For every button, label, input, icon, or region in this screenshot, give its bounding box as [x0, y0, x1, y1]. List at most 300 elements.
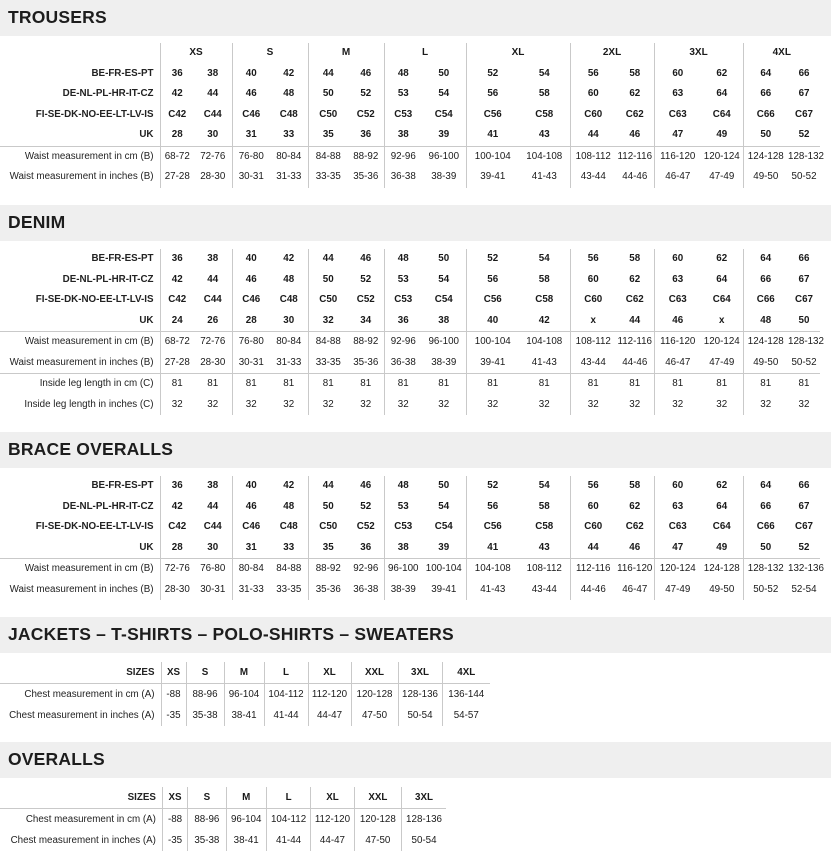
table-cell: 46-47	[654, 353, 701, 374]
table-cell: 49-50	[709, 583, 735, 595]
table-cell: 47	[654, 125, 701, 146]
size-header-cell: 4XL	[442, 662, 490, 684]
table-cell: 54	[538, 480, 550, 492]
table-cell: 39	[438, 129, 450, 141]
table-cell: 38	[438, 314, 450, 326]
table-cell: 56	[570, 476, 616, 497]
table-cell: C42	[160, 517, 194, 538]
table-cell: 50-54	[402, 830, 446, 851]
table-cell: 44-46	[622, 171, 648, 183]
table-cell: C44	[203, 294, 222, 306]
table-cell: 41	[466, 125, 519, 146]
table-cell: 52	[466, 64, 519, 85]
table-cell: 35	[308, 125, 348, 146]
row-label: Chest measurement in cm (A)	[0, 809, 162, 831]
table-cell: 124-128	[743, 146, 788, 167]
table-cell: 44	[308, 249, 348, 270]
row-label: FI-SE-DK-NO-EE-LT-LV-IS	[35, 294, 154, 306]
table-cell: 81	[701, 374, 743, 395]
table-row	[0, 705, 490, 726]
row-label: Chest measurement in cm (A)	[0, 684, 161, 706]
table-cell: 81	[616, 374, 654, 395]
table-cell: 64	[743, 249, 788, 270]
table-cell: 44	[308, 476, 348, 497]
table-cell: 42	[160, 270, 194, 291]
table-cell: -88	[161, 684, 186, 706]
table-cell: 58	[538, 500, 550, 512]
table-cell: 31-33	[276, 171, 302, 183]
table-cell: 56	[570, 249, 616, 270]
table-cell: 50	[798, 314, 810, 326]
table-cell: 120-128	[351, 684, 398, 706]
table-cell: 44	[570, 538, 616, 559]
table-cell: 27-28	[160, 167, 194, 188]
size-header-cell: M	[226, 787, 266, 809]
table-cell: 34	[360, 314, 372, 326]
section-header-denim	[0, 205, 831, 241]
table-row	[0, 84, 820, 105]
table-cell: 81	[348, 374, 384, 395]
table-cell: 60	[654, 64, 701, 85]
table-cell: 52	[360, 273, 372, 285]
table-cell: 46	[360, 253, 372, 265]
table-cell: 53	[384, 497, 422, 518]
table-cell: 81	[270, 374, 308, 395]
table-cell: 46	[360, 480, 372, 492]
table-cell: 32	[384, 395, 422, 416]
table-cell: 28-30	[200, 356, 226, 368]
table-cell: 52	[466, 249, 519, 270]
table-cell: 81	[466, 374, 519, 395]
table-cell: 30-31	[232, 167, 270, 188]
row-label: Inside leg length in inches (C)	[24, 398, 154, 410]
table-cell: 50-52	[791, 171, 817, 183]
table-cell: 100-104	[466, 332, 519, 353]
table-cell: 62	[629, 273, 641, 285]
table-cell: 40	[232, 249, 270, 270]
table-cell: 49-50	[743, 167, 788, 188]
table-cell: 35-36	[308, 580, 348, 601]
table-cell: 32	[466, 395, 519, 416]
table-cell: 42	[283, 480, 295, 492]
table-cell: C54	[434, 294, 453, 306]
table-cell: 32	[538, 398, 550, 410]
table-cell: 81	[384, 374, 422, 395]
table-cell: 43	[538, 129, 550, 141]
table-cell: 60	[654, 249, 701, 270]
table-cell: C52	[356, 108, 375, 120]
table-cell: 42	[160, 497, 194, 518]
table-cell: 63	[654, 84, 701, 105]
table-cell: 32	[308, 395, 348, 416]
table-cell: 44-47	[311, 830, 354, 851]
table-cell: 33	[283, 541, 295, 553]
table-row	[0, 125, 820, 146]
row-label: Waist measurement in cm (B)	[0, 146, 160, 167]
row-label: DE-NL-PL-HR-IT-CZ	[62, 273, 154, 285]
table-cell: 46-47	[622, 583, 648, 595]
table-cell: 35-36	[353, 356, 379, 368]
table-cell: 56	[466, 270, 519, 291]
table-cell: 38	[207, 480, 219, 492]
table-cell: 88-96	[188, 809, 226, 831]
table-cell: 132-136	[788, 559, 820, 580]
table-cell: 50	[438, 253, 450, 265]
table-row	[0, 105, 820, 126]
table-cell: C62	[625, 108, 644, 120]
table-cell: 66	[798, 253, 810, 265]
table-cell: C56	[466, 290, 519, 311]
table-cell: 50	[438, 480, 450, 492]
table-cell: 84-88	[270, 559, 308, 580]
table-cell: C64	[712, 521, 731, 533]
table-row	[0, 476, 820, 497]
table-cell: C63	[654, 517, 701, 538]
table-cell: C67	[795, 294, 813, 306]
table-row	[0, 146, 820, 167]
table-cell: 36-38	[384, 353, 422, 374]
table-cell: 64	[743, 476, 788, 497]
table-cell: 31	[232, 538, 270, 559]
table-cell: 38	[384, 125, 422, 146]
table-cell: 50	[743, 538, 788, 559]
table-cell: C62	[625, 521, 644, 533]
table-row	[0, 311, 820, 332]
table-cell: 104-108	[519, 146, 570, 167]
row-label: Waist measurement in cm (B)	[0, 559, 160, 580]
table-cell: 120-124	[701, 332, 743, 353]
table-row	[0, 395, 820, 416]
section-title-trousers: TROUSERS	[8, 7, 107, 27]
table-cell: 62	[716, 67, 728, 79]
table-cell: 58	[538, 273, 550, 285]
table-cell: 35-36	[353, 171, 379, 183]
table-cell: 116-120	[654, 332, 701, 353]
table-cell: 44	[207, 500, 219, 512]
table-cell: 80-84	[270, 146, 308, 167]
table-row	[0, 290, 820, 311]
table-cell: 44	[629, 314, 641, 326]
table-cell: 52	[360, 500, 372, 512]
table-cell: 58	[538, 88, 550, 100]
table-cell: 52	[466, 476, 519, 497]
table-cell: 47-50	[351, 705, 398, 726]
size-header-cell: L	[266, 787, 310, 809]
section-header-jackets	[0, 617, 831, 653]
table-cell: 116-120	[654, 146, 701, 167]
table-cell: -88	[162, 809, 187, 831]
table-cell: 81	[194, 374, 232, 395]
table-cell: 128-132	[788, 332, 820, 353]
table-cell: 28	[232, 311, 270, 332]
table-cell: 81	[232, 374, 270, 395]
table-cell: 76-80	[232, 146, 270, 167]
table-cell: 39	[438, 541, 450, 553]
table-cell: C53	[384, 105, 422, 126]
table-cell: 100-104	[466, 146, 519, 167]
table-cell: 66	[743, 84, 788, 105]
table-cell: 64	[716, 500, 728, 512]
table-cell: C66	[743, 105, 788, 126]
table-cell: 32	[232, 395, 270, 416]
table-cell: 52	[798, 129, 810, 141]
table-cell: 43-44	[531, 583, 557, 595]
table-cell: 108-112	[570, 332, 616, 353]
table-row	[0, 538, 820, 559]
table-cell: 67	[798, 88, 810, 100]
table-cell: 46	[232, 497, 270, 518]
table-cell: C52	[356, 294, 375, 306]
table-cell: 54	[438, 273, 450, 285]
table-cell: 50	[308, 84, 348, 105]
table-cell: 41-44	[266, 830, 310, 851]
table-cell: 104-108	[466, 559, 519, 580]
table-cell: 36-38	[353, 583, 379, 595]
row-label: BE-FR-ES-PT	[91, 253, 154, 265]
table-cell: C46	[232, 517, 270, 538]
size-header-cell: 3XL	[654, 43, 743, 64]
table-cell: 44-47	[308, 705, 351, 726]
table-cell: 120-124	[654, 559, 701, 580]
table-cell: 52	[360, 88, 372, 100]
table-cell: 36	[160, 64, 194, 85]
table-cell: 68-72	[160, 332, 194, 353]
row-label: UK	[139, 541, 154, 553]
table-cell: 32	[160, 395, 194, 416]
table-cell: 33-35	[308, 167, 348, 188]
row-label: Waist measurement in cm (B)	[0, 332, 160, 353]
row-label: Chest measurement in inches (A)	[9, 709, 155, 721]
table-cell: 49	[716, 541, 728, 553]
table-cell: 66	[743, 497, 788, 518]
table-cell: 62	[629, 500, 641, 512]
table-cell: 26	[207, 314, 219, 326]
table-cell: 47-49	[654, 580, 701, 601]
table-cell: 52	[798, 541, 810, 553]
table-cell: 124-128	[701, 559, 743, 580]
table-cell: 60	[570, 270, 616, 291]
size-header-row	[0, 662, 490, 684]
table-cell: C58	[535, 521, 554, 533]
table-cell: 96-104	[226, 809, 266, 831]
table-cell: C48	[279, 521, 298, 533]
table-cell: 39-41	[466, 167, 519, 188]
table-cell: 50	[308, 497, 348, 518]
table-cell: 30-31	[200, 583, 226, 595]
table-cell: 38-41	[226, 830, 266, 851]
table-cell: 64	[716, 88, 728, 100]
table-cell: 80-84	[270, 332, 308, 353]
table-cell: 44-46	[622, 356, 648, 368]
table-cell: 30	[207, 541, 219, 553]
row-label: Waist measurement in inches (B)	[9, 356, 154, 368]
row-label: FI-SE-DK-NO-EE-LT-LV-IS	[35, 108, 154, 120]
table-cell: 88-92	[308, 559, 348, 580]
table-cell: C58	[535, 294, 554, 306]
size-header-blank	[0, 43, 160, 64]
table-cell: 88-92	[348, 146, 384, 167]
size-header-cell: S	[186, 662, 224, 684]
table-cell: 62	[716, 253, 728, 265]
table-cell: C60	[570, 517, 616, 538]
table-row	[0, 374, 820, 395]
size-header-cell: 2XL	[570, 43, 654, 64]
row-label: DE-NL-PL-HR-IT-CZ	[62, 88, 154, 100]
row-label: BE-FR-ES-PT	[91, 67, 154, 79]
table-cell: 28	[160, 125, 194, 146]
size-table-overalls	[0, 787, 446, 851]
table-cell: 40	[232, 64, 270, 85]
table-cell: C64	[712, 108, 731, 120]
table-cell: 50-52	[791, 356, 817, 368]
table-cell: 112-116	[616, 332, 654, 353]
table-cell: 81	[570, 374, 616, 395]
table-cell: 32	[629, 398, 641, 410]
table-cell: 28-30	[200, 171, 226, 183]
table-cell: 36	[384, 311, 422, 332]
table-cell: 112-116	[570, 559, 616, 580]
table-cell: 53	[384, 84, 422, 105]
table-cell: 38-39	[384, 580, 422, 601]
table-cell: 63	[654, 270, 701, 291]
table-cell: C67	[795, 108, 814, 120]
table-cell: 38	[207, 67, 219, 79]
table-cell: 42	[283, 67, 295, 79]
table-cell: 84-88	[308, 332, 348, 353]
table-row	[0, 332, 820, 353]
size-header-cell: L	[384, 43, 466, 64]
size-header-row	[0, 787, 446, 809]
section-header-overalls	[0, 742, 831, 778]
table-cell: 67	[798, 273, 810, 285]
row-label: FI-SE-DK-NO-EE-LT-LV-IS	[35, 521, 154, 533]
table-cell: 50	[438, 67, 450, 79]
table-cell: 39-41	[466, 353, 519, 374]
table-cell: 53	[384, 270, 422, 291]
size-header-cell: XL	[308, 662, 351, 684]
table-row	[0, 64, 820, 85]
table-cell: 47-49	[709, 171, 735, 183]
table-cell: 48	[384, 249, 422, 270]
table-cell: x	[719, 314, 725, 326]
table-cell: 72-76	[194, 332, 232, 353]
size-header-cell: M	[308, 43, 384, 64]
section-title-brace-overalls: BRACE OVERALLS	[8, 439, 174, 459]
sizes-label: SIZES	[126, 666, 155, 678]
table-cell: 30	[207, 129, 219, 141]
table-cell: 41-44	[264, 705, 308, 726]
table-cell: 66	[798, 480, 810, 492]
table-row	[0, 497, 820, 518]
table-cell: 43-44	[570, 353, 616, 374]
size-header-cell: 3XL	[398, 662, 442, 684]
table-row	[0, 270, 820, 291]
table-cell: 32	[654, 395, 701, 416]
table-cell: 60	[654, 476, 701, 497]
table-cell: 47	[654, 538, 701, 559]
table-cell: C53	[384, 290, 422, 311]
table-cell: 72-76	[194, 146, 232, 167]
table-cell: C66	[743, 517, 788, 538]
table-cell: 96-100	[384, 559, 422, 580]
table-cell: 58	[629, 480, 641, 492]
table-cell: 41-43	[531, 356, 557, 368]
table-row	[0, 249, 820, 270]
row-label: Inside leg length in cm (C)	[0, 374, 160, 395]
table-cell: 84-88	[308, 146, 348, 167]
table-cell: 36-38	[384, 167, 422, 188]
table-cell: 36	[160, 249, 194, 270]
table-cell: 66	[798, 67, 810, 79]
table-cell: 49	[716, 129, 728, 141]
table-cell: -35	[162, 830, 187, 851]
table-cell: 112-120	[308, 684, 351, 706]
table-cell: 35-38	[186, 705, 224, 726]
table-cell: C67	[795, 521, 813, 533]
table-cell: 32	[207, 398, 219, 410]
table-cell: 32	[283, 398, 295, 410]
size-header-cell: S	[232, 43, 308, 64]
table-cell: C53	[384, 517, 422, 538]
table-cell: 41-43	[531, 171, 557, 183]
table-cell: 62	[716, 480, 728, 492]
table-cell: 42	[160, 84, 194, 105]
table-cell: 44	[308, 64, 348, 85]
table-cell: 60	[570, 84, 616, 105]
table-cell: 48	[743, 311, 788, 332]
size-table-jackets	[0, 662, 490, 726]
size-table-brace-overalls	[0, 476, 824, 600]
table-cell: 48	[283, 500, 295, 512]
table-cell: 124-128	[743, 332, 788, 353]
table-cell: 42	[283, 253, 295, 265]
table-cell: C44	[203, 108, 222, 120]
table-cell: 54	[538, 67, 550, 79]
table-cell: C64	[712, 294, 731, 306]
table-cell: 46	[232, 84, 270, 105]
table-cell: 36	[360, 129, 372, 141]
section-title-denim: DENIM	[8, 212, 66, 232]
table-cell: 108-112	[570, 146, 616, 167]
table-cell: 81	[160, 374, 194, 395]
table-cell: 41-43	[466, 580, 519, 601]
table-cell: 28-30	[160, 580, 194, 601]
table-cell: 81	[308, 374, 348, 395]
table-cell: 76-80	[194, 559, 232, 580]
table-cell: 68-72	[160, 146, 194, 167]
table-cell: C52	[356, 521, 375, 533]
table-cell: C42	[160, 290, 194, 311]
table-cell: 30	[283, 314, 295, 326]
table-cell: 81	[743, 374, 788, 395]
table-cell: 42	[538, 314, 550, 326]
table-cell: 96-100	[422, 146, 466, 167]
section-title-jackets: JACKETS – T-SHIRTS – POLO-SHIRTS – SWEATERS	[8, 624, 454, 644]
table-cell: 32	[798, 398, 810, 410]
table-cell: C63	[654, 105, 701, 126]
table-cell: 24	[160, 311, 194, 332]
table-cell: 56	[570, 64, 616, 85]
table-cell: C62	[625, 294, 644, 306]
table-cell: 92-96	[384, 146, 422, 167]
size-header-cell: XXL	[354, 787, 401, 809]
row-label: Waist measurement in inches (B)	[9, 171, 154, 183]
table-cell: 36	[360, 541, 372, 553]
table-cell: C50	[308, 290, 348, 311]
table-cell: C63	[654, 290, 701, 311]
table-cell: 92-96	[348, 559, 384, 580]
table-cell: 64	[716, 273, 728, 285]
